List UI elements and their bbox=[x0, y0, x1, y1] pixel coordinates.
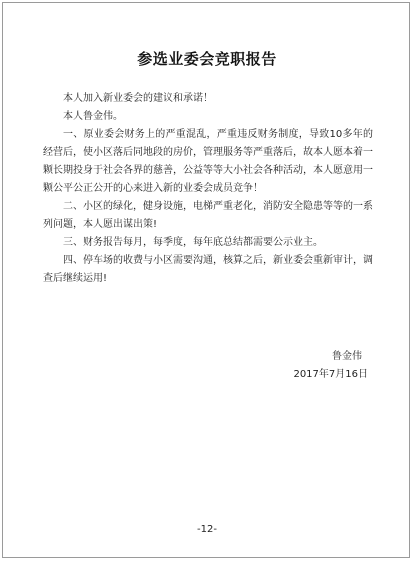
document-body bbox=[43, 90, 373, 288]
signature-block bbox=[293, 348, 368, 384]
signature-name: 鲁金伟 bbox=[332, 351, 362, 362]
page-number: -12- bbox=[197, 524, 217, 535]
paragraph-point-3: 三、财务报告每月，每季度，每年底总结都需要公示业主。 bbox=[63, 237, 323, 248]
paragraph-point-1: 一、原业委会财务上的严重混乱，严重违反财务制度，导致10多年的经营后，使小区落后同地段的房价，管理服务等严重落后，故本人愿本着一颗长期投身于社会各界的慈善，公益等等大小社会各种活动，本人愿意用一颗公平公正公开的心来进入新的业委会成员竞争！ bbox=[43, 129, 373, 194]
paragraph-greeting: 本人加入新业委会的建议和承诺！ bbox=[63, 93, 213, 104]
paragraph-point-4: 四、停车场的收费与小区需要沟通，核算之后，新业委会重新审计，调查后继续运用! bbox=[43, 255, 373, 284]
document-title: 参选业委会竞职报告 bbox=[137, 50, 277, 68]
paragraph-intro: 本人鲁金伟。 bbox=[63, 111, 123, 122]
signature-date: 2017年7月16日 bbox=[293, 369, 368, 380]
paragraph-point-2: 二、小区的绿化，健身设施，电梯严重老化，消防安全隐患等等的一系列问题，本人愿出谋出策! bbox=[43, 201, 373, 230]
